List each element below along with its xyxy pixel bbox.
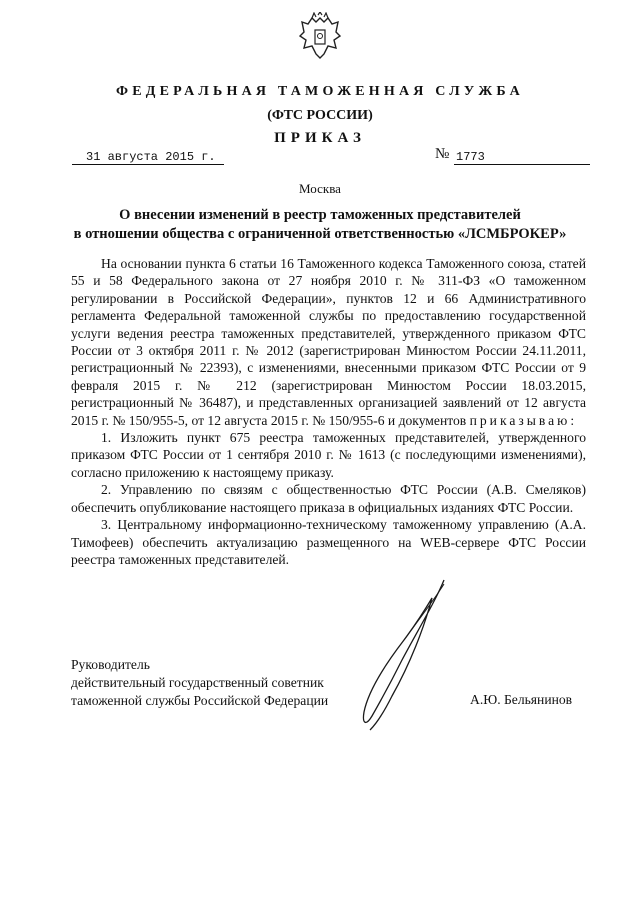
- document-body: [71, 255, 586, 568]
- list-item: 3. Центральному информационно-техническому таможенному управлению (А.А. Тимофеев) обеспечить актуализацию размещенного на WEB-сервере ФТС России реестра таможенных представителей.: [71, 517, 586, 567]
- document-type: ПРИКАЗ: [274, 130, 366, 146]
- city: Москва: [299, 181, 341, 196]
- order-date: 31 августа 2015 г.: [72, 150, 224, 165]
- title-line-1: О внесении изменений в реестр таможенных представителей: [119, 207, 521, 223]
- document-title: [60, 206, 580, 244]
- title-line-2: в отношении общества с ограниченной ответственностью «ЛСМБРОКЕР»: [73, 226, 567, 242]
- signatory-line-3: таможенной службы Российской Федерации: [71, 692, 329, 708]
- preamble-text: На основании пункта 6 статьи 16 Таможенного кодекса Таможенного союза, статей 55 и 58 Федерального закона от 27 ноября 2010 г. № 311-ФЗ «О таможенном регулировании в Российской Федерации», пунктов 12 и 66 Административного регламента Федеральной таможенной службы по предоставлению государственной услуги ведения реестра таможенных представителей, утвержденного приказом ФТС России от 3 октября 2011 г. № 2012 (зарегистрирован Минюстом России 24.11.2011, регистрационный № 22393), с изменениями, внесенными приказом ФТС России от 9 февраля 2015 г. № 212 (зарегистрирован Минюстом России 18.03.2015, регистрационный № 36487), и представленных организацией заявлений от 12 августа 2015 г. № 150/955-5, от 12 августа 2015 г. № 150/955-6 и документов: [71, 256, 586, 428]
- number-sign: №: [435, 146, 450, 162]
- coat-of-arms-icon: [298, 12, 342, 64]
- signatory-title: [71, 656, 328, 709]
- signatory-line-1: Руководитель: [71, 657, 150, 672]
- signatory-name: А.Ю. Бельянинов: [470, 692, 573, 707]
- list-item: 2. Управлению по связям с общественностью ФТС России (А.В. Смеляков) обеспечить опубликование настоящего приказа в официальных изданиях ФТС России.: [71, 482, 586, 515]
- order-number: 1773: [454, 150, 590, 165]
- preamble-paragraph: [71, 255, 586, 429]
- org-short-name: (ФТС РОССИИ): [267, 108, 373, 123]
- order-word: приказываю:: [469, 412, 578, 428]
- org-name: ФЕДЕРАЛЬНАЯ ТАМОЖЕННАЯ СЛУЖБА: [116, 84, 524, 99]
- list-item: 1. Изложить пункт 675 реестра таможенных представителей, утвержденного приказом ФТС России от 1 сентября 2010 г. № 1613 (с последующими изменениями), согласно приложению к настоящему приказу.: [71, 430, 586, 480]
- signatory-line-2: действительный государственный советник: [71, 674, 324, 690]
